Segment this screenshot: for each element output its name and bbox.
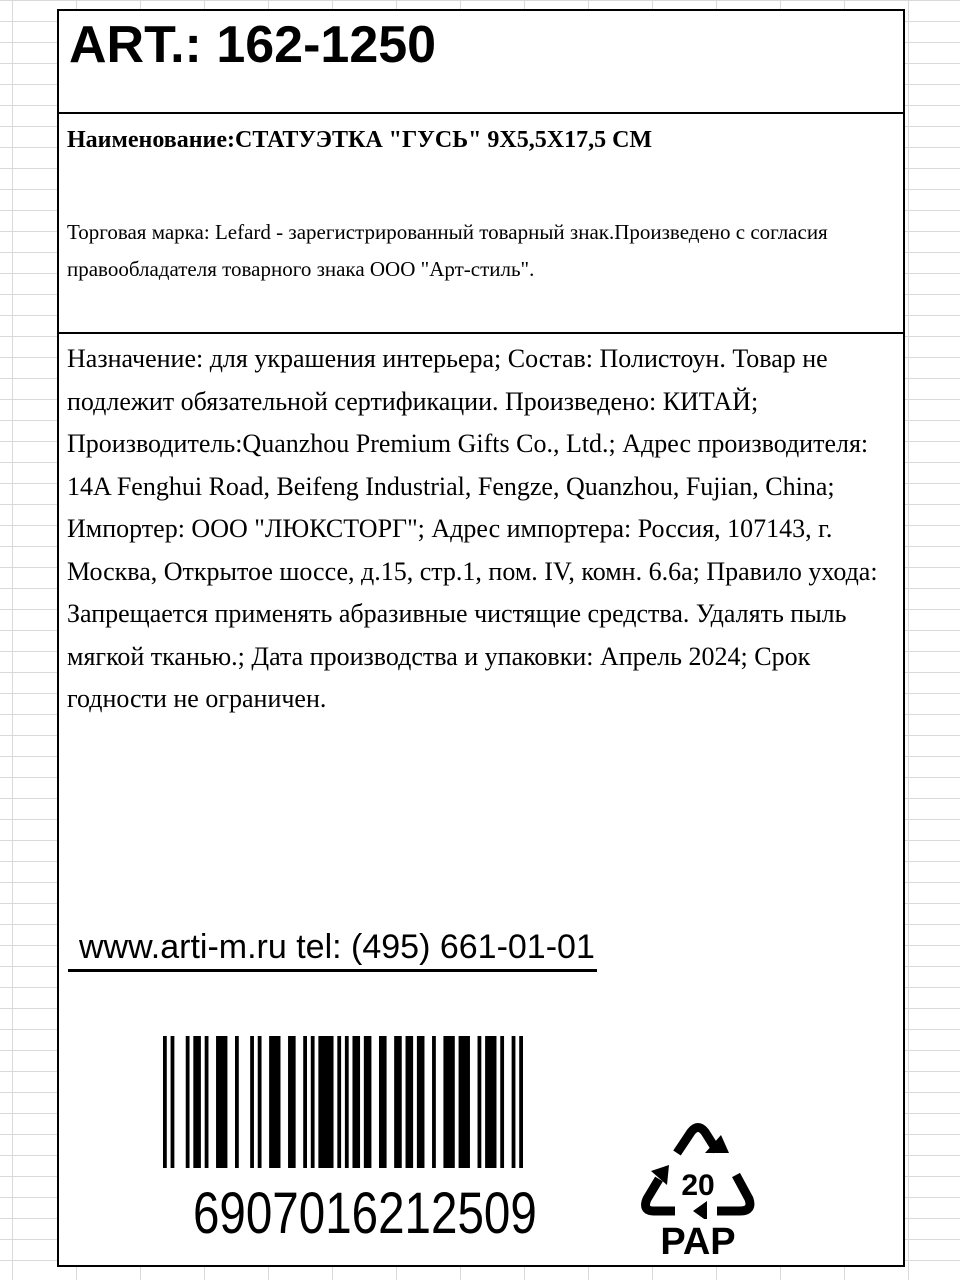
barcode-bar (250, 1036, 254, 1168)
barcode (163, 1036, 537, 1264)
barcode-bar (193, 1036, 201, 1168)
divider (59, 332, 903, 334)
barcode-bar (364, 1036, 372, 1168)
barcode-bar (394, 1036, 402, 1168)
barcode-bar (303, 1036, 307, 1168)
barcode-bar (205, 1036, 209, 1168)
recycling-code: PAP (660, 1221, 736, 1263)
product-details: Назначение: для украшения интерьера; Состав: Полистоун. Товар не подлежит обязательной сертификации. Произведено: КИТАЙ; Производитель:Quanzhou Premium Gifts Co., Ltd.; Адрес производителя: 14A Fenghui Road, Beifeng Industrial, Fengze, Quanzhou, Fujian, China; Импортер: ООО "ЛЮКСТОРГ"; Адрес импортера: Россия, 107143, г. Москва, Открытое шоссе, д.15, стр.1, пом. IV, комн. 6.6а; Правило ухода: Запрещается применять абразивные чистящие средства. Удалять пыль мягкой тканью.; Дата производства и упаковки: Апрель 2024; Срок годности не ограничен. (67, 344, 878, 713)
barcode-bar (352, 1036, 360, 1168)
barcode-bar (163, 1036, 167, 1168)
article-number: ART.: 162-1250 (69, 16, 437, 74)
barcode-bar (171, 1036, 175, 1168)
barcode-bar (337, 1036, 341, 1168)
barcode-bar (345, 1036, 349, 1168)
barcode-bar (318, 1036, 333, 1168)
barcode-bar (512, 1036, 516, 1168)
barcode-bar (406, 1036, 414, 1168)
barcode-bar (216, 1036, 227, 1168)
barcode-bar (235, 1036, 239, 1168)
recycling-triangle-icon (641, 1123, 755, 1219)
contact-line: www.arti-m.ru tel: (495) 661-01-01 (68, 925, 597, 972)
barcode-bar (432, 1036, 436, 1168)
barcode-bar (311, 1036, 315, 1168)
divider (59, 112, 903, 114)
trademark-text: Торговая марка: Lefard - зарегистрированный товарный знак.Произведено с согласия правообладателя товарного знака ООО "Арт-стиль". (67, 220, 828, 281)
barcode-icon (163, 1036, 523, 1168)
barcode-bar (500, 1036, 504, 1168)
barcode-bar (519, 1036, 523, 1168)
barcode-bar (459, 1036, 470, 1168)
barcode-bar (379, 1036, 387, 1168)
product-name: Наименование:СТАТУЭТКА "ГУСЬ" 9Х5,5Х17,5 СМ (67, 127, 653, 153)
barcode-bar (258, 1036, 262, 1168)
product-label (57, 9, 905, 1267)
barcode-bar (485, 1036, 496, 1168)
barcode-bar (288, 1036, 296, 1168)
barcode-bar (478, 1036, 482, 1168)
barcode-bar (186, 1036, 190, 1168)
barcode-number: 6907016212509 (192, 1181, 537, 1246)
recycling-number: 20 (681, 1169, 715, 1202)
barcode-bar (417, 1036, 425, 1168)
barcode-bar (443, 1036, 454, 1168)
barcode-bar (269, 1036, 280, 1168)
